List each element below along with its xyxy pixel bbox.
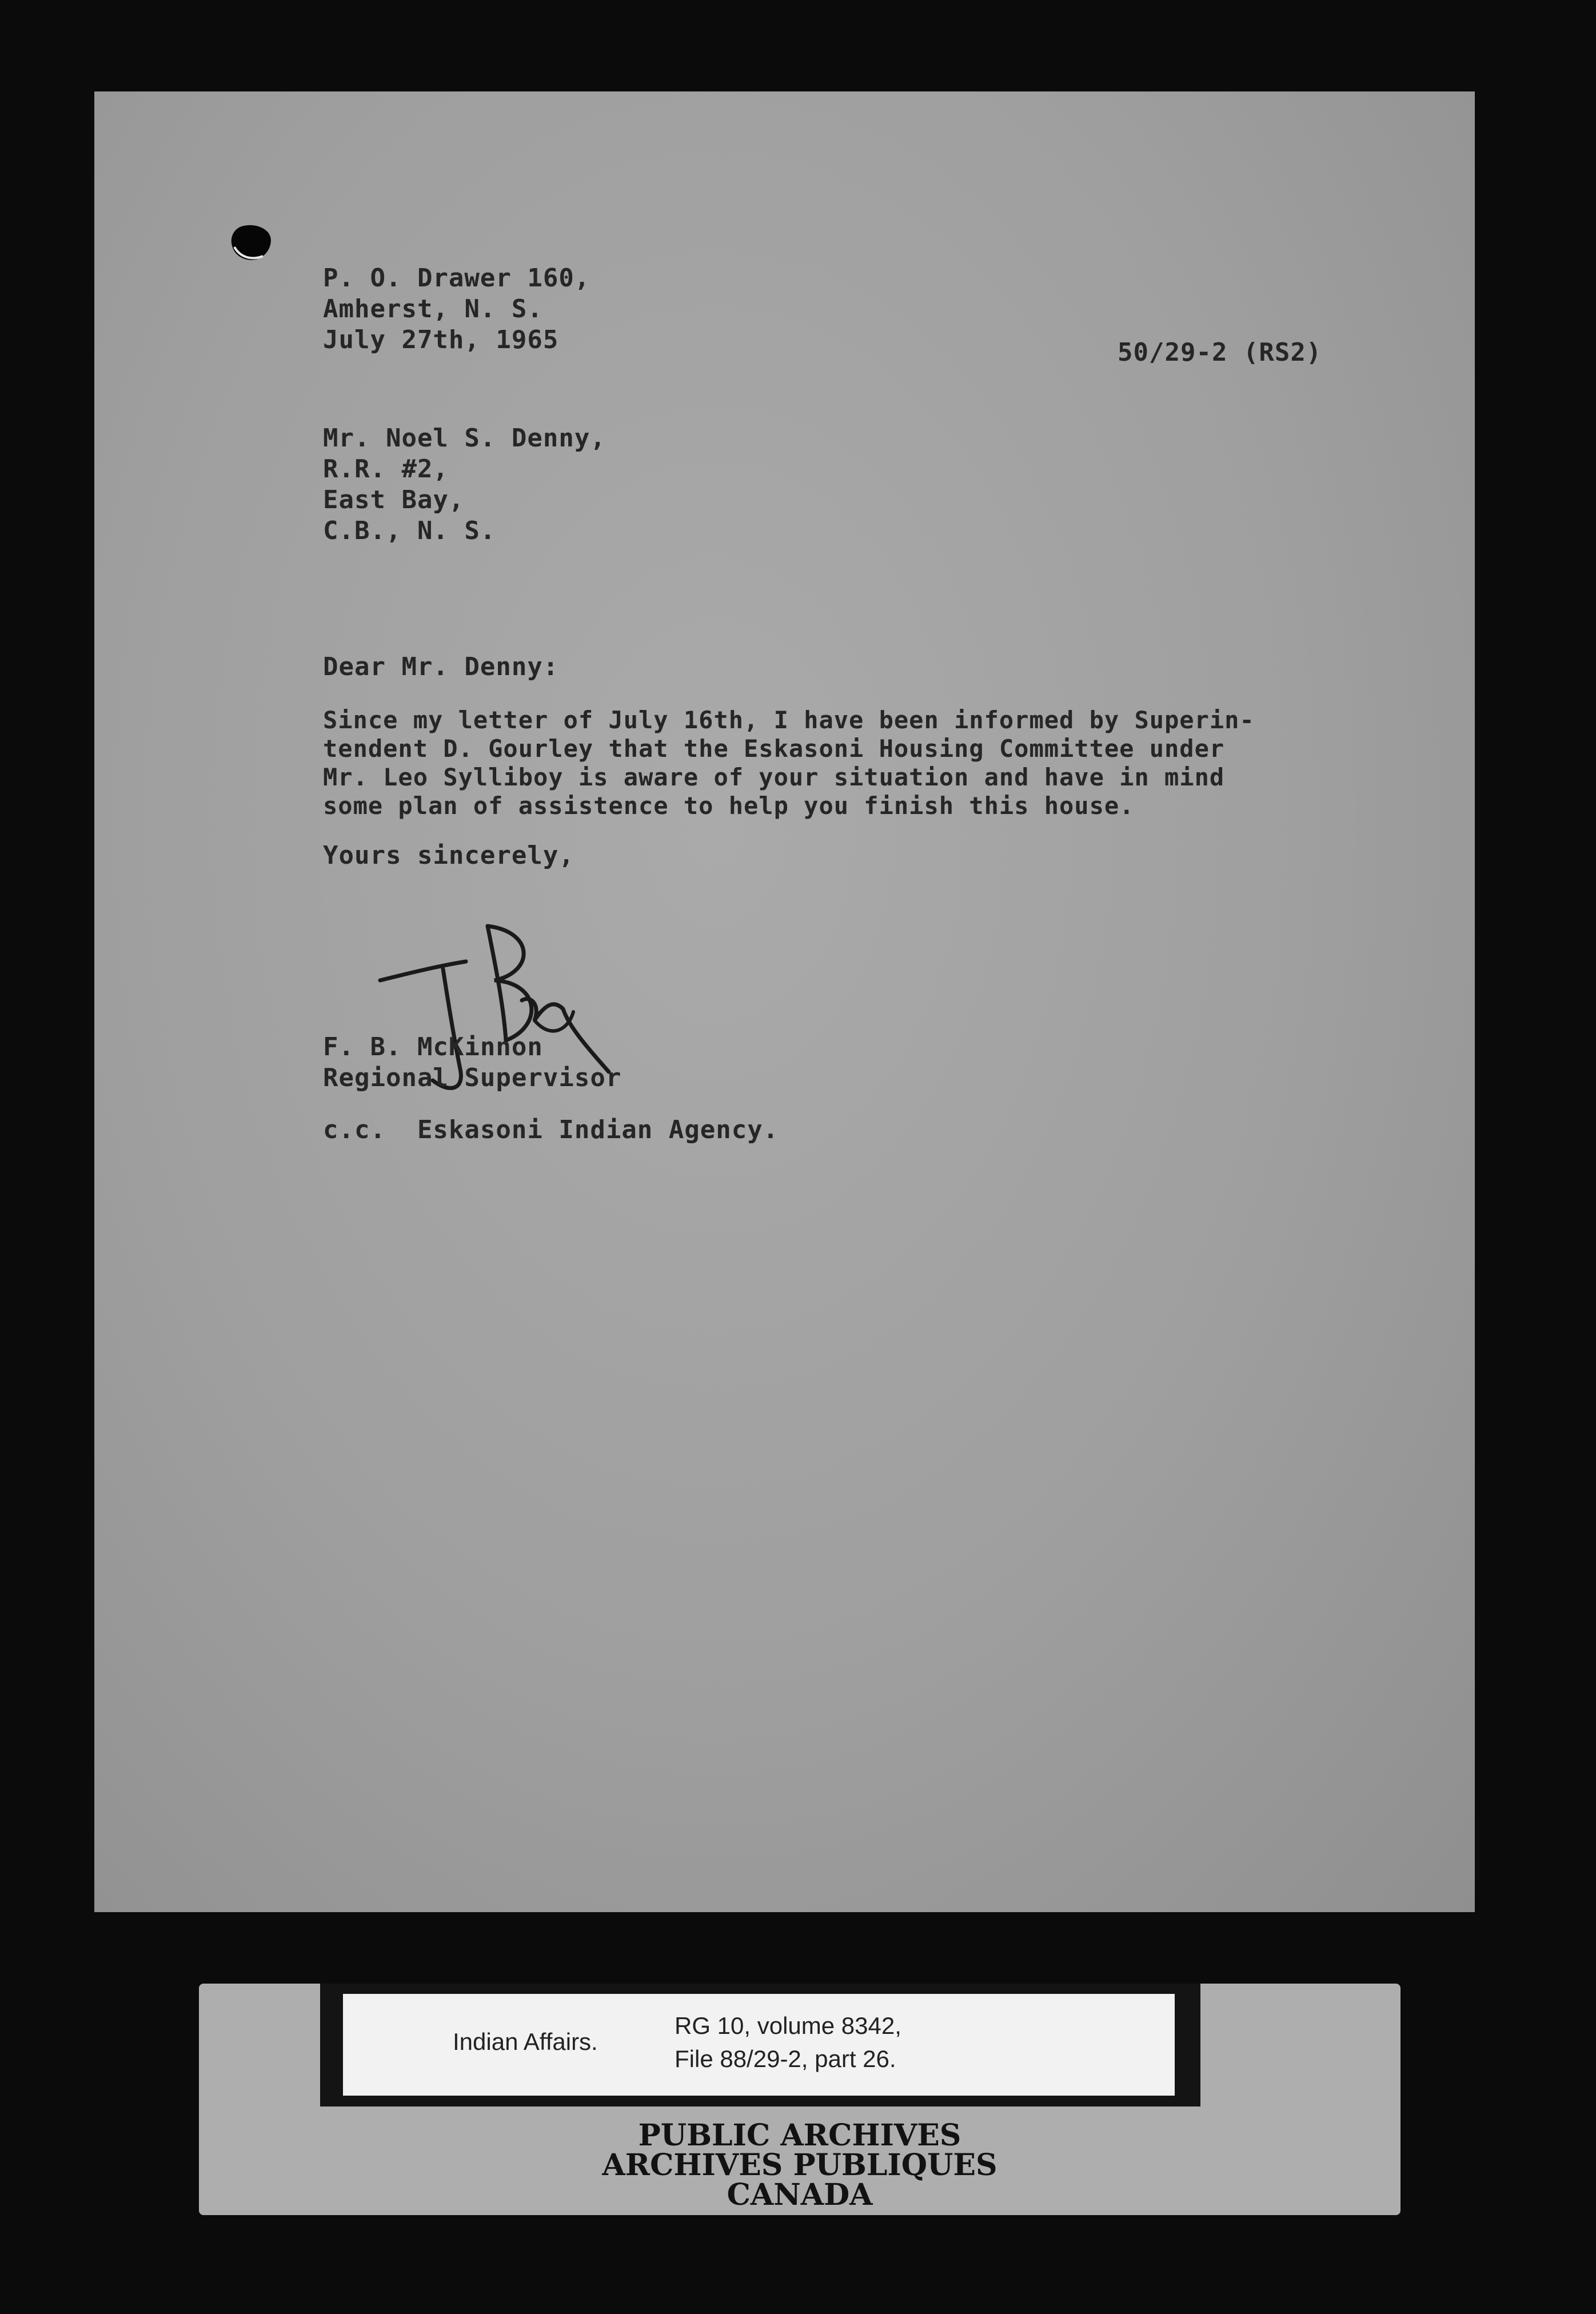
body-paragraph [323, 706, 1255, 820]
return-address-line: Amherst, N. S. [323, 294, 543, 324]
body-line: some plan of assistence to help you finish this house. [323, 792, 1135, 820]
recipient-line: C.B., N. S. [323, 516, 496, 545]
archive-stamp [199, 2118, 1401, 2212]
body-line: Since my letter of July 16th, I have been informed by Superin- [323, 706, 1255, 734]
carbon-copy-line: c.c. Eskasoni Indian Agency. [323, 1115, 779, 1144]
letter-date: July 27th, 1965 [323, 325, 559, 354]
recipient-line: East Bay, [323, 485, 465, 514]
signer-block [323, 1032, 621, 1094]
recipient-address [323, 423, 606, 546]
stamp-line: CANADA [727, 2177, 873, 2212]
signer-name: F. B. McKinnon [323, 1032, 543, 1062]
closing: Yours sincerely, [323, 841, 574, 870]
slip-file: File 88/29-2, part 26. [675, 2045, 896, 2072]
signer-title: Regional Supervisor [323, 1063, 622, 1092]
return-address [323, 263, 590, 356]
recipient-line: Mr. Noel S. Denny, [323, 424, 606, 453]
stamp-line: ARCHIVES PUBLIQUES [602, 2148, 998, 2183]
reference-slip [343, 1994, 1175, 2096]
body-line: tendent D. Gourley that the Eskasoni Housing Committee under [323, 735, 1225, 763]
punch-hole-mark [229, 223, 274, 263]
salutation: Dear Mr. Denny: [323, 652, 559, 681]
recipient-line: R.R. #2, [323, 454, 449, 484]
file-reference: 50/29-2 (RS2) [1118, 338, 1322, 367]
slip-collection: Indian Affairs. [453, 2028, 598, 2055]
stamp-line: PUBLIC ARCHIVES [638, 2118, 961, 2153]
body-line: Mr. Leo Sylliboy is aware of your situation and have in mind [323, 763, 1225, 791]
letter-sheet [94, 91, 1475, 1912]
return-address-line: P. O. Drawer 160, [323, 264, 590, 293]
slip-volume: RG 10, volume 8342, [675, 2012, 901, 2039]
